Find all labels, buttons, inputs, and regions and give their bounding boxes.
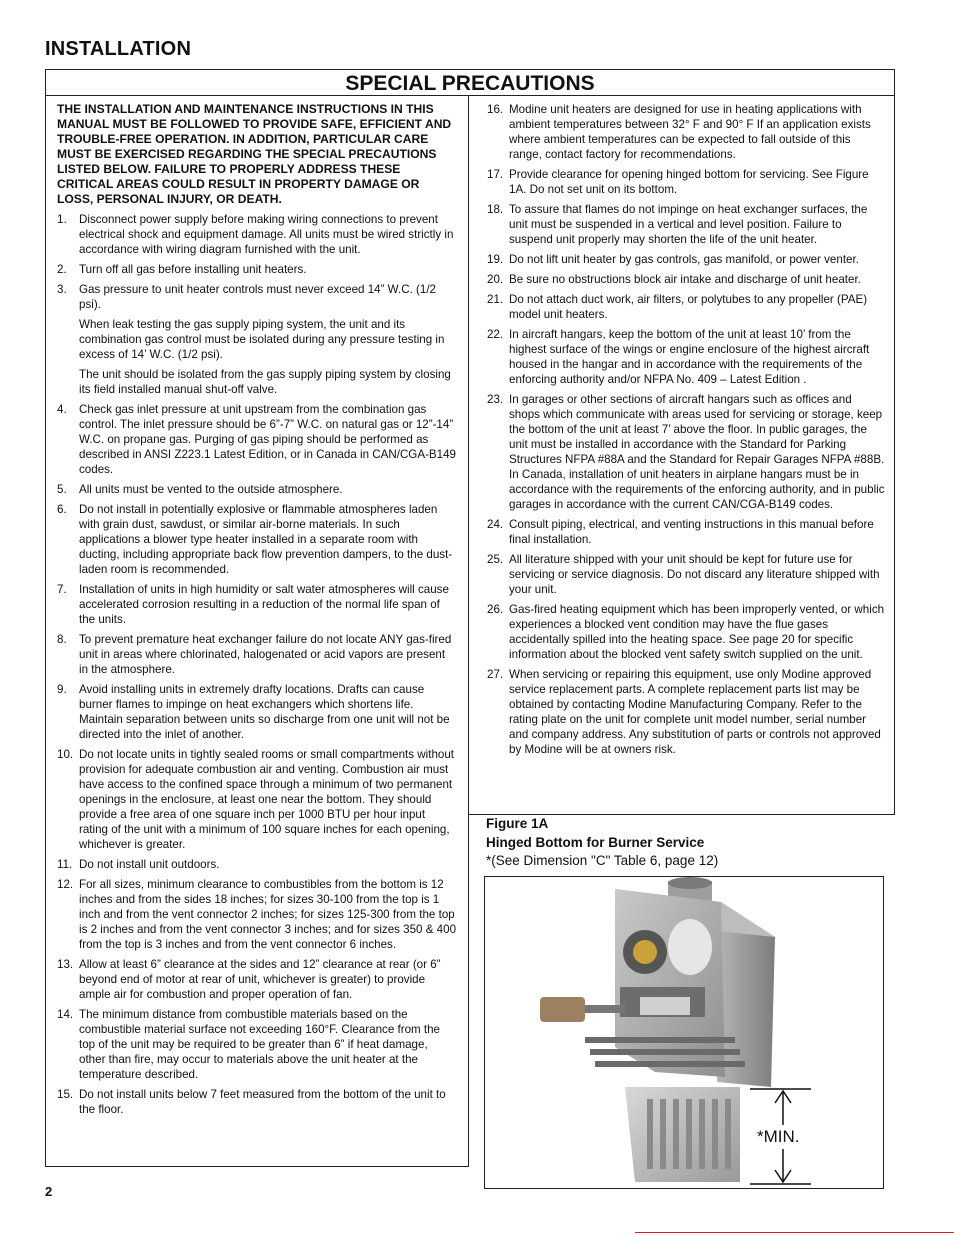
venter-wheel [668, 919, 712, 975]
item-text: Installation of units in high humidity or salt water atmospheres will cause accelerated corrosion resulting in a reduction of the normal life span of the units. [79, 583, 449, 626]
list-item [57, 747, 457, 852]
item-text: Check gas inlet pressure at unit upstream from the combination gas control. The inlet pressure should be 6”-7” W.C. on natural gas or 12”-14” W.C. on propane gas. Purging of gas piping should be performed as described in ANSI Z223.1 Latest Edition, or in Canada in CAN/CGA-B149 codes. [79, 403, 457, 476]
item-number: 9. [57, 683, 67, 696]
precautions-list-left [57, 212, 457, 1122]
list-item [57, 482, 457, 497]
burner-tubes [585, 1037, 745, 1067]
page-number: 2 [45, 1184, 53, 1199]
unit-heater-figure [484, 876, 884, 1189]
item-text: All literature shipped with your unit should be kept for future use for servicing or service diagnosis. Do not discard any literature shipped with your unit. [509, 553, 880, 596]
item-text: The minimum distance from combustible materials based on the combustible material surface not exceeding 160°F. Clearance from the top of the unit may be required to be greater than 6” if heat damage, other than fire, may occur to materials above the unit heater at the temperature described. [79, 1008, 441, 1081]
list-item [57, 1087, 457, 1117]
item-text: In aircraft hangars, keep the bottom of the unit at least 10’ from the highest surface of the wings or engine enclosure of the highest aircraft housed in the hangar and in accordance with the requirements of the enforcing authority and/or NFPA No. 409 – Latest Edition . [509, 328, 870, 386]
list-item [487, 327, 885, 387]
list-item [57, 632, 457, 677]
list-item [57, 502, 457, 577]
list-item [57, 877, 457, 952]
section-title: INSTALLATION [45, 38, 192, 60]
item-text: Turn off all gas before installing unit heaters. [79, 263, 307, 276]
item-number: 4. [57, 403, 67, 416]
item-text: Consult piping, electrical, and venting instructions in this manual before final installation. [509, 518, 874, 546]
item-text: All units must be vented to the outside atmosphere. [79, 483, 343, 496]
figure-note: *(See Dimension "C" Table 6, page 12) [486, 853, 719, 868]
item-text: Do not install units below 7 feet measured from the bottom of the unit to the floor. [79, 1088, 446, 1116]
list-item [487, 392, 885, 512]
item-number: 5. [57, 483, 67, 496]
item-text: Gas pressure to unit heater controls must never exceed 14” W.C. (1/2 psi). [79, 283, 436, 311]
hinged-bottom-panel [625, 1087, 740, 1182]
list-item [487, 517, 885, 547]
item-text: Allow at least 6” clearance at the sides and 12” clearance at rear (or 6” beyond end of motor at rear of unit, whichever is greater) to provide ample air for combustion and proper operation of fan. [79, 958, 441, 1001]
item-extra-paragraph: The unit should be isolated from the gas supply piping system by closing its field installed manual shut-off valve. [79, 368, 451, 396]
item-text: To prevent premature heat exchanger failure do not locate ANY gas-fired unit in areas where chlorinated, halogenated or acid vapors are present in the atmosphere. [79, 633, 452, 676]
item-number: 6. [57, 503, 67, 516]
list-item [57, 957, 457, 1002]
list-item [487, 202, 885, 247]
item-number: 12. [57, 878, 74, 891]
item-number: 22. [487, 328, 504, 341]
item-text: Do not lift unit heater by gas controls, gas manifold, or power venter. [509, 253, 859, 266]
list-item [57, 582, 457, 627]
item-text: Avoid installing units in extremely drafty locations. Drafts can cause burner flames to impinge on heat exchangers which shortens life. Maintain separation between units so discharge from one unit will not be directed into the inlet of another. [79, 683, 450, 741]
list-item [487, 272, 885, 287]
item-text: Do not install unit outdoors. [79, 858, 220, 871]
item-text: To assure that flames do not impinge on heat exchanger surfaces, the unit must be suspended in a vertical and level position. Failure to suspend unit properly may shorten the life of the unit heater. [509, 203, 868, 246]
item-text: Be sure no obstructions block air intake and discharge of unit heater. [509, 273, 861, 286]
item-number: 15. [57, 1088, 74, 1101]
item-text: Do not attach duct work, air filters, or polytubes to any propeller (PAE) model unit heaters. [509, 293, 868, 321]
list-item [487, 667, 885, 757]
list-item [487, 252, 885, 267]
item-text: In garages or other sections of aircraft hangars such as offices and shops which communicate with areas used for servicing or storage, keep the bottom of the unit at least 7’ above the floor. In public garages, the unit must be installed in accordance with the Standard for Parking Structures NFPA #88A and the Standard for Repair Garages NFPA #88B. In Canada, installation of unit heaters in airplane hangars must be in accordance with the requirements of the enforcing authority, and in public garages in accordance with the current CAN/CGA-B149 codes. [509, 393, 885, 511]
list-item [57, 1007, 457, 1082]
item-number: 21. [487, 293, 504, 306]
list-item [57, 212, 457, 257]
list-item [57, 282, 457, 312]
item-text: Do not locate units in tightly sealed rooms or small compartments without provision for adequate combustion air and venting. Combustion air must have access to the confined space through a minimum of two permanent openings in the enclosure, at least one near the bottom. They should provide a free area of one square inch per 1000 BTU per hour input rating of the unit with a minimum of 100 square inches for each opening, whichever is greater. [79, 748, 455, 851]
list-item [487, 167, 885, 197]
list-item [487, 292, 885, 322]
item-number: 14. [57, 1008, 74, 1021]
item-number: 1. [57, 213, 67, 226]
item-number: 19. [487, 253, 504, 266]
item-number: 7. [57, 583, 67, 596]
item-number: 2. [57, 263, 67, 276]
item-number: 13. [57, 958, 74, 971]
list-item [57, 857, 457, 872]
item-number: 16. [487, 103, 504, 116]
list-item [487, 602, 885, 662]
item-extra-paragraph: When leak testing the gas supply piping system, the unit and its combination gas control must be isolated during any pressure testing in excess of 14’ W.C. (1/2 psi). [79, 318, 445, 361]
item-number: 23. [487, 393, 504, 406]
item-text: For all sizes, minimum clearance to combustibles from the bottom is 12 inches and from the sides 18 inches; for sizes 30-100 from the top is 1 inch and from the vent connector 2 inches; for sizes 125-300 from the top is 2 inches and from the vent connector 3 inches; and for sizes 350 & 400 from the top is 3 inches and from the vent connector 6 inches. [79, 878, 457, 951]
item-text: Do not install in potentially explosive or flammable atmospheres laden with grain dust, sawdust, or similar air-borne materials. In such applications a blower type heater installed in a separate room with ducting, including appropriate back flow prevention dampers, to the dust-laden room is recommended. [79, 503, 453, 576]
gas-valve [540, 997, 585, 1022]
item-number: 20. [487, 273, 504, 286]
item-number: 25. [487, 553, 504, 566]
figure-caption: Hinged Bottom for Burner Service [486, 835, 705, 850]
accent-rule [635, 1232, 954, 1233]
item-number: 18. [487, 203, 504, 216]
item-text: Provide clearance for opening hinged bottom for servicing. See Figure 1A. Do not set unit on its bottom. [509, 168, 869, 196]
list-item [487, 102, 885, 162]
item-number: 8. [57, 633, 67, 646]
figure-label: Figure 1A [486, 816, 549, 831]
item-number: 10. [57, 748, 74, 761]
special-precautions-banner: SPECIAL PRECAUTIONS [45, 69, 895, 96]
list-item [57, 682, 457, 742]
unit-heater-illustration [485, 877, 883, 1188]
item-text: Disconnect power supply before making wiring connections to prevent electrical shock and equipment damage. All units must be wired strictly in accordance with wiring diagram furnished with the unit. [79, 213, 454, 256]
item-text: Gas-fired heating equipment which has been improperly vented, or which experiences a blocked vent condition may have the flue gases accidentally spilled into the heating space. See page 20 for specific information about the blocked vent safety switch supplied on the unit. [509, 603, 885, 661]
cabinet-front [615, 889, 725, 1077]
item-number: 27. [487, 668, 504, 681]
item-number: 24. [487, 518, 504, 531]
list-item [57, 402, 457, 477]
item-text: When servicing or repairing this equipment, use only Modine approved service replacement parts. A complete replacement parts list may be obtained by contacting Modine Manufacturing Company. Refer to the rating plate on the unit for complete unit model number, serial number and company address. Any substitution of parts or controls not approved by Modine will be at owners risk. [509, 668, 881, 756]
precautions-list-right [487, 102, 885, 762]
item-number: 17. [487, 168, 504, 181]
item-number: 3. [57, 283, 67, 296]
list-item [57, 262, 457, 277]
item-number: 11. [57, 858, 73, 871]
dimension-label: *MIN. [757, 1127, 800, 1146]
item-text: Modine unit heaters are designed for use in heating applications with ambient temperatures between 32° F and 90° F If an application exists where ambient temperatures can be expected to fall outside of this range, contact factory for recommendations. [509, 103, 871, 161]
item-number: 26. [487, 603, 504, 616]
warning-statement: THE INSTALLATION AND MAINTENANCE INSTRUCTIONS IN THIS MANUAL MUST BE FOLLOWED TO PROVIDE SAFE, EFFICIENT AND TROUBLE-FREE OPERATION. IN ADDITION, PARTICULAR CARE MUST BE EXERCISED REGARDING THE SPECIAL PRECAUTIONS LISTED BELOW. FAILURE TO PROPERLY ADDRESS THESE CRITICAL AREAS COULD RESULT IN PROPERTY DAMAGE OR LOSS, PERSONAL INJURY, OR DEATH. [57, 102, 452, 206]
list-item [487, 552, 885, 597]
